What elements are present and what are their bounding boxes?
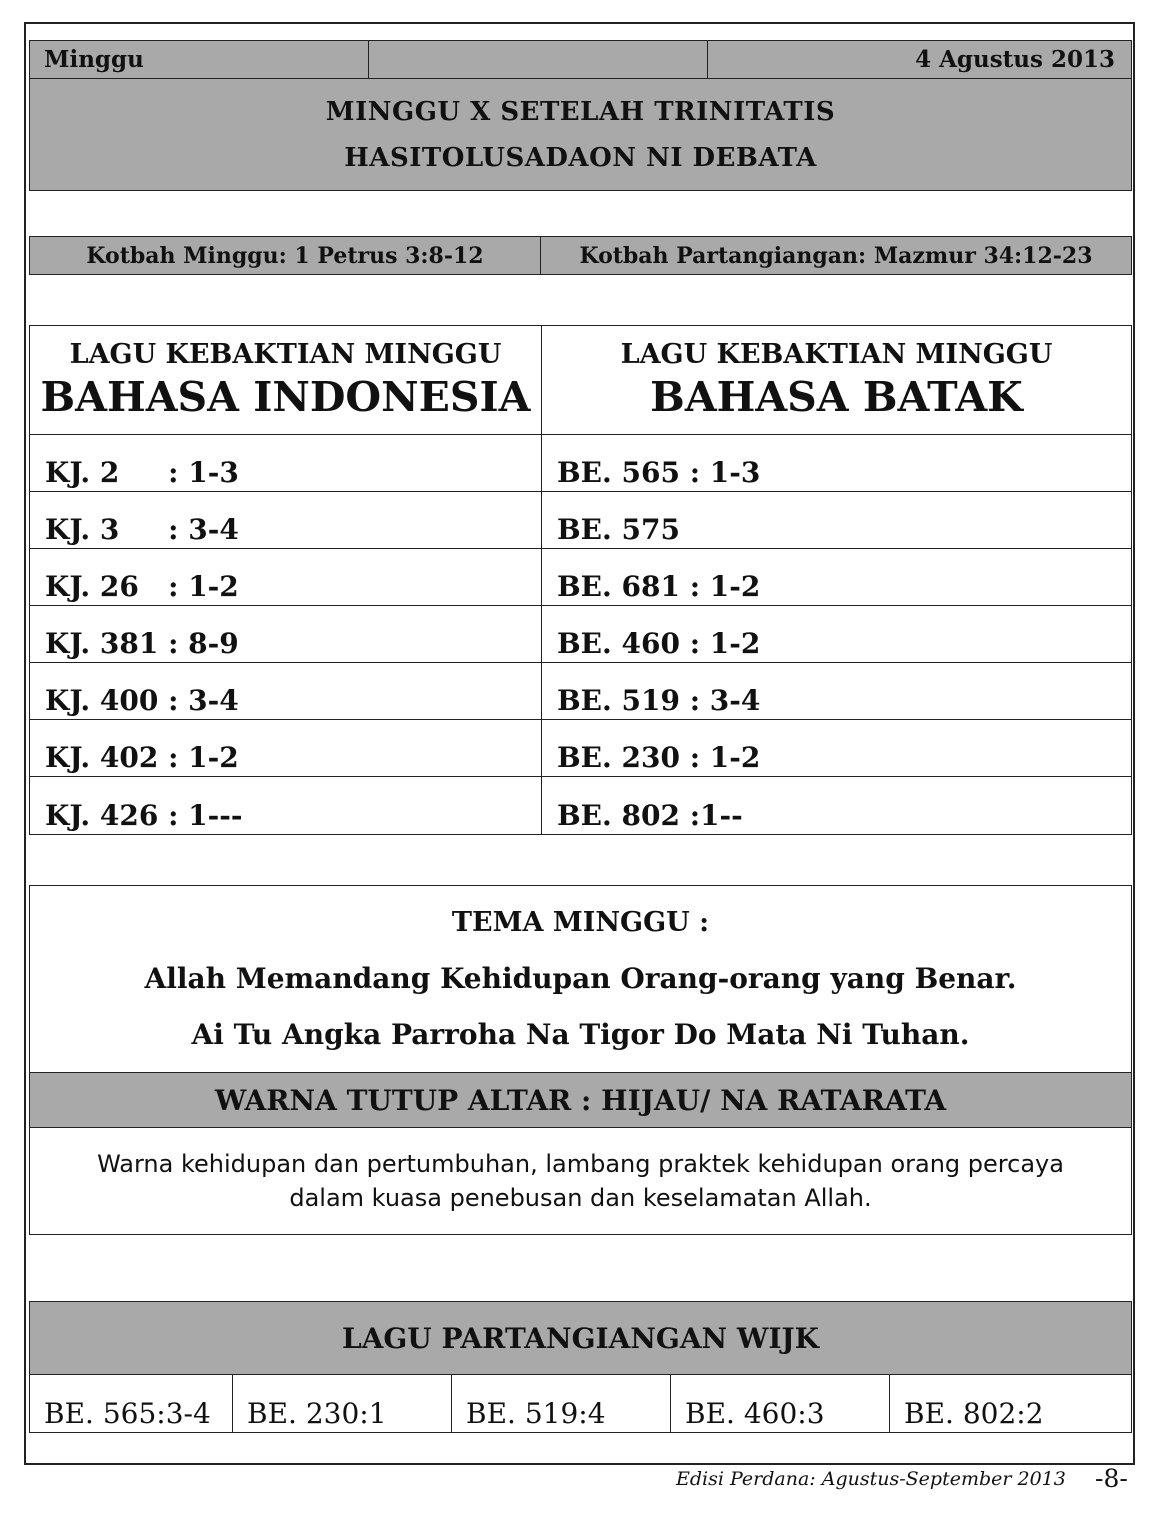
kotbah-minggu: Kotbah Minggu: 1 Petrus 3:8-12 <box>30 237 541 274</box>
kotbah-partangiangan: Kotbah Partangiangan: Mazmur 34:12-23 <box>579 242 1093 269</box>
song-row-indonesia: KJ. 3 : 3-4 <box>30 492 541 549</box>
wijk-row <box>29 1375 1132 1433</box>
songs-indonesia-title: BAHASA INDONESIA <box>40 373 531 421</box>
songs-indonesia-header <box>30 326 541 435</box>
songs-batak-header <box>542 326 1131 435</box>
sunday-title <box>29 79 1132 191</box>
tema-label: TEMA MINGGU : <box>451 907 710 938</box>
songs-indonesia-sub: LAGU KEBAKTIAN MINGGU <box>69 339 502 370</box>
song-row-batak: BE. 575 <box>542 492 1131 549</box>
wijk-song: BE. 230:1 <box>233 1375 452 1432</box>
header-date: 4 Agustus 2013 <box>915 46 1115 73</box>
songs-indonesia-column <box>30 326 541 834</box>
wijk-song: BE. 565:3-4 <box>30 1375 233 1432</box>
edition-label: Edisi Perdana: Agustus-September 2013 <box>676 1468 1066 1490</box>
header-day: Minggu <box>30 41 369 78</box>
kotbah-row <box>29 236 1132 275</box>
title-line-2: HASITOLUSADAON NI DEBATA <box>344 142 817 173</box>
songs-batak-sub: LAGU KEBAKTIAN MINGGU <box>620 339 1053 370</box>
wijk-title: LAGU PARTANGIANGAN WIJK <box>29 1301 1132 1375</box>
song-row-batak: BE. 681 : 1-2 <box>542 549 1131 606</box>
song-row-indonesia: KJ. 2 : 1-3 <box>30 435 541 492</box>
songs-batak-title: BAHASA BATAK <box>650 373 1023 421</box>
page-number: -8- <box>1095 1464 1128 1493</box>
altar-desc-line-2: dalam kuasa penebusan dan keselamatan Allah. <box>289 1184 872 1212</box>
song-row-batak: BE. 802 :1-- <box>557 799 743 832</box>
songs-table <box>29 325 1132 835</box>
wijk-song: BE. 802:2 <box>904 1397 1044 1430</box>
header-middle <box>369 41 708 78</box>
altar-desc-line-1: Warna kehidupan dan pertumbuhan, lambang praktek kehidupan orang percaya <box>97 1150 1064 1178</box>
page-footer <box>0 1464 1158 1498</box>
song-row-indonesia: KJ. 402 : 1-2 <box>30 720 541 777</box>
title-line-1: MINGGU X SETELAH TRINITATIS <box>325 96 836 127</box>
song-row-indonesia: KJ. 381 : 8-9 <box>30 606 541 663</box>
song-row-indonesia: KJ. 426 : 1--- <box>45 799 243 832</box>
tema-batak: Ai Tu Angka Parroha Na Tigor Do Mata Ni Tuhan. <box>191 1018 970 1051</box>
song-row-indonesia: KJ. 400 : 3-4 <box>30 663 541 720</box>
song-row-batak: BE. 230 : 1-2 <box>542 720 1131 777</box>
song-row-batak: BE. 460 : 1-2 <box>542 606 1131 663</box>
wijk-song: BE. 460:3 <box>671 1375 890 1432</box>
song-row-batak: BE. 565 : 1-3 <box>542 435 1131 492</box>
wijk-song: BE. 519:4 <box>452 1375 671 1432</box>
tema-indonesia: Allah Memandang Kehidupan Orang-orang yang Benar. <box>144 962 1017 995</box>
song-row-batak: BE. 519 : 3-4 <box>542 663 1131 720</box>
tema-box <box>29 885 1132 1072</box>
songs-batak-column <box>542 326 1131 834</box>
altar-title: WARNA TUTUP ALTAR : HIJAU/ NA RATARATA <box>29 1072 1132 1128</box>
song-row-indonesia: KJ. 26 : 1-2 <box>30 549 541 606</box>
header-row <box>29 40 1132 79</box>
altar-description <box>29 1128 1132 1235</box>
